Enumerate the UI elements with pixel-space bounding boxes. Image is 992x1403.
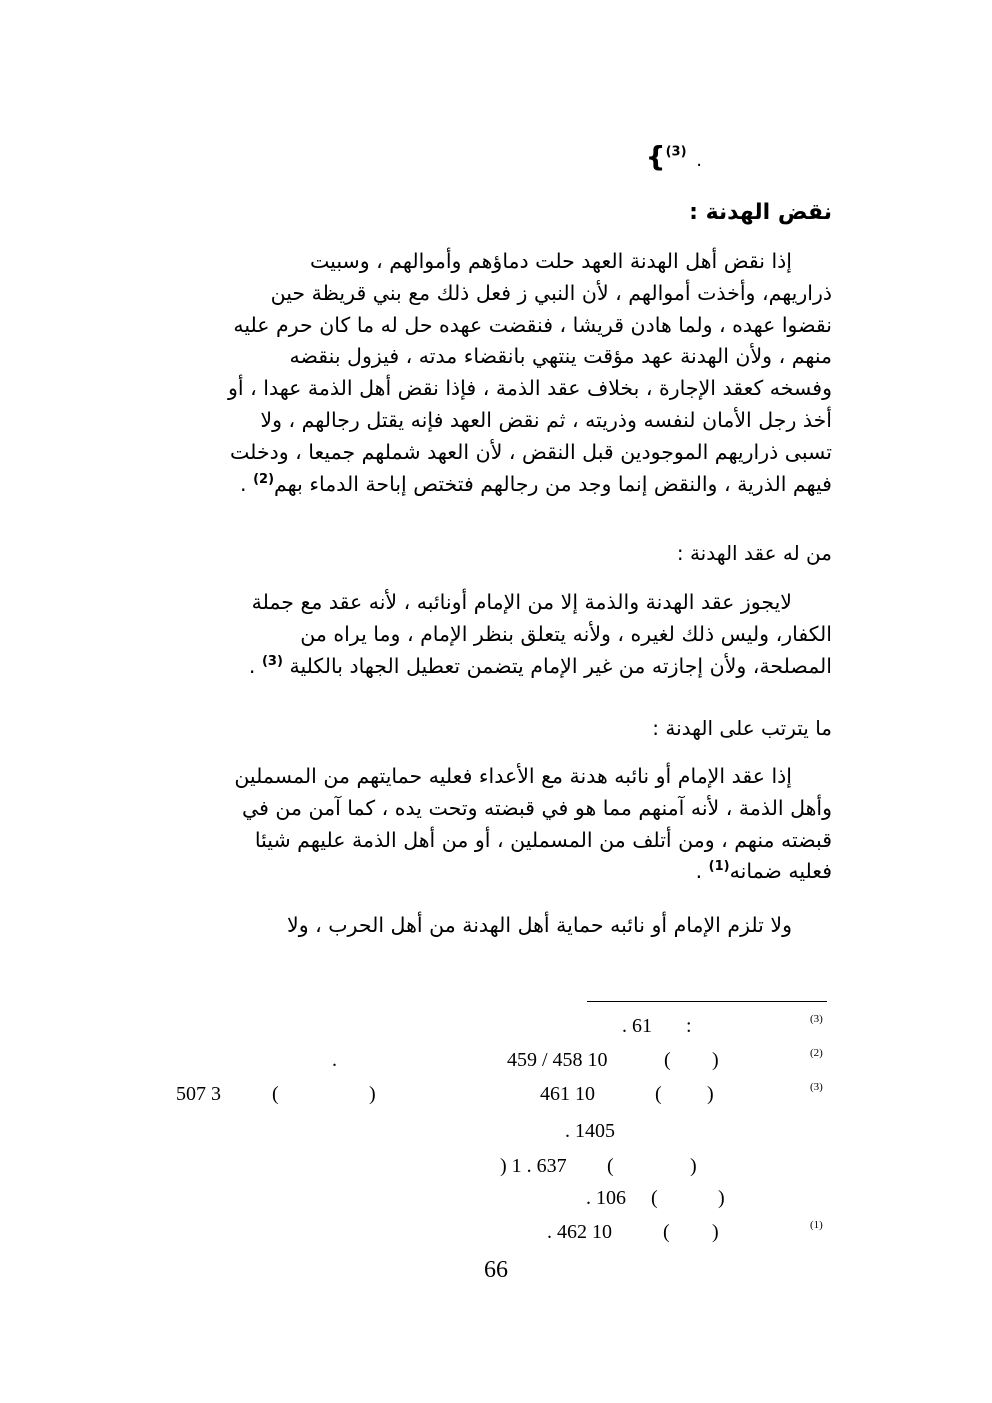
footnote-paren: )	[712, 1049, 719, 1071]
closing-dot: .	[696, 150, 702, 171]
line-text: المصلحة، ولأن إجازته من غير الإمام يتضمن تعطيل الجهاد بالكلية	[289, 653, 832, 678]
footnote-dot: .	[332, 1049, 337, 1071]
paragraph-line: إذا نقض أهل الهدنة العهد حلت دماؤهم وأموالهم ، وسبيت	[310, 249, 792, 273]
footnote-mark: (3)	[665, 144, 687, 160]
section-heading-truce-consequences: ما يترتب على الهدنة :	[652, 716, 832, 740]
paragraph-truce-consequences	[152, 761, 832, 888]
paragraph-line: الكفار، وليس ذلك لغيره ، ولأنه يتعلق بنظر الإمام ، وما يراه من	[300, 621, 832, 646]
footnote-paren: (	[663, 1221, 670, 1243]
footnote-mark: (3)	[261, 653, 283, 669]
footnote-text: 461 10	[540, 1083, 595, 1105]
sentence-dot: .	[248, 653, 256, 678]
footnote-number: (2)	[810, 1047, 823, 1059]
footnote-paren: )	[690, 1155, 697, 1177]
footnote-paren: (	[272, 1083, 279, 1105]
paragraph-last-line	[152, 651, 832, 683]
footnote-text: 459 / 458 10	[507, 1049, 608, 1071]
footnote-paren: )	[718, 1187, 725, 1209]
paragraph-line: وفسخه كعقد الإجارة ، بخلاف عقد الذمة ، فإذا نقض أهل الذمة عهدا ، أو	[228, 376, 832, 401]
section-heading-truce-authority: من له عقد الهدنة :	[676, 541, 832, 565]
footnote-number: (3)	[810, 1081, 823, 1093]
paragraph-line: منهم ، ولأن الهدنة عهد مؤقت ينتهي بانقضاء مدته ، فيزول بنقضه	[289, 344, 832, 369]
paragraph-line: نقضوا عهده ، ولما هادن قريشا ، فنقضت عهده حل له ما كان حرم عليه	[233, 312, 832, 337]
footnote-text: . 1405	[565, 1120, 615, 1142]
footnote-number: (3)	[810, 1013, 823, 1025]
section-heading-truce-violation: نقض الهدنة :	[689, 200, 832, 225]
sentence-dot: .	[695, 859, 703, 884]
footnote-separator	[587, 1001, 827, 1002]
paragraph-truce-violation	[152, 246, 832, 500]
paragraph-line: وأهل الذمة ، لأنه آمنهم مما هو في قبضته وتحت يده ، كما آمن من في	[241, 795, 832, 820]
paragraph-line: إذا عقد الإمام أو نائبه هدنة مع الأعداء فعليه حمايتهم من المسملين	[234, 764, 792, 788]
paragraph-line: تسبى ذراريهم الموجودين قبل النقض ، لأن العهد شملهم جميعا ، ودخلت	[230, 439, 832, 464]
paragraph-line: قبضته منهم ، ومن أتلف من المسملين ، أو من أهل الذمة عليهم شيئا	[254, 827, 832, 852]
paragraph-last-line	[152, 856, 832, 888]
sentence-dot: .	[240, 471, 247, 496]
footnote-paren: (	[664, 1049, 671, 1071]
footnote-text: . 61	[622, 1015, 652, 1037]
footnote-colon: :	[686, 1015, 692, 1037]
footnote-text: 507 3	[176, 1083, 221, 1105]
paragraph-line: لايجوز عقد الهدنة والذمة إلا من الإمام أونائبه ، لأنه عقد مع جملة	[251, 590, 792, 614]
footnote-mark: (2)	[253, 471, 275, 487]
footnote-paren: )	[712, 1221, 719, 1243]
line-text: فعليه ضمانه	[729, 859, 832, 884]
footnote-text: ) 1 . 637	[500, 1155, 567, 1177]
paragraph-continuation	[152, 910, 832, 942]
paragraph-truce-authority	[152, 587, 832, 682]
footnote-text: . 462 10	[547, 1221, 612, 1243]
line-text: فيهم الذرية ، والنقض إنما وجد من رجالهم فتختص إباحة الدماء بهم	[274, 471, 832, 496]
footnote-paren: (	[651, 1187, 658, 1209]
footnote-mark: (1)	[708, 859, 730, 875]
footnote-paren: )	[707, 1083, 714, 1105]
footnote-number: (1)	[810, 1219, 823, 1231]
closing-fragment	[646, 140, 702, 173]
paragraph-last-line	[152, 469, 832, 501]
page-number: 66	[484, 1257, 508, 1283]
closing-brace: }	[645, 140, 666, 173]
footnote-paren: )	[369, 1083, 376, 1105]
paragraph-line: أخذ رجل الأمان لنفسه وذريته ، ثم نقض العهد فإنه يقتل رجالهم ، ولا	[260, 407, 832, 432]
paragraph-line: ولا تلزم الإمام أو نائبه حماية أهل الهدنة من أهل الحرب ، ولا	[287, 913, 792, 937]
footnote-paren: (	[655, 1083, 662, 1105]
footnote-paren: (	[607, 1155, 614, 1177]
footnote-text: . 106	[586, 1187, 626, 1209]
paragraph-line: ذراريهم، وأخذت أموالهم ، لأن النبي ز فعل ذلك مع بني قريظة حين	[270, 280, 832, 305]
